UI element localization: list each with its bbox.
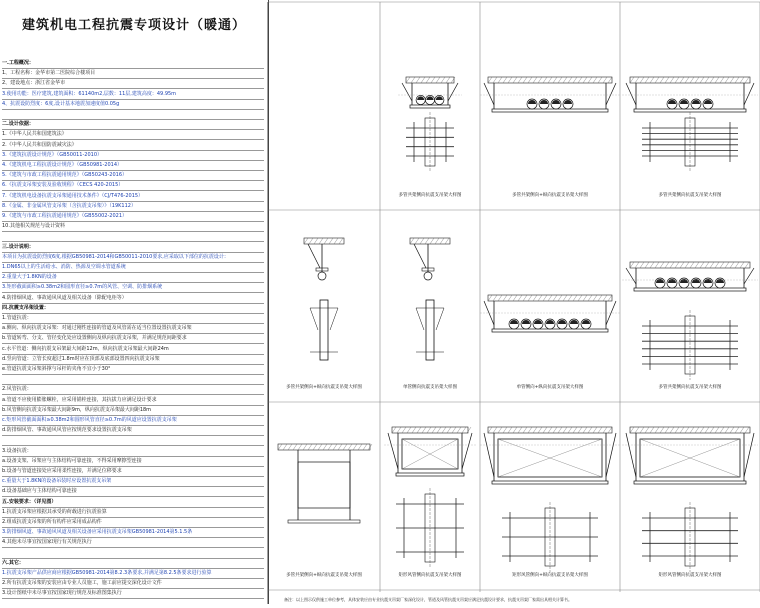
note-line: 2.组成抗震支吊架的所有构件应采用成品构件 [2,517,264,528]
note-line: 1、工程名称：金华市第二医院综合楼项目 [2,68,264,79]
note-line: 1.管道抗震： [2,313,264,324]
note-line: 2、建设地点：浙江省金华市 [2,78,264,89]
detail-caption: 多管共架侧向抗震支吊架大样图 [658,385,722,390]
note-line: 2.风管抗震： [2,384,264,395]
note-line: 7.《建筑机电设备抗震支吊架通用技术条件》（CJ/T476-2015） [2,191,264,202]
note-line: 4、抗震设防烈度：6度,设计基本地震加速度值0.05g [2,99,264,110]
note-line: c.水平管道：侧向抗震支吊架最大间距12m，纵向抗震支吊架最大间距24m [2,344,264,355]
note-line: a.设备支架、吊架应与主体结构可靠连接，不得采用摩擦型连接 [2,456,264,467]
detail-caption: 多管共架侧向+纵向抗震支吊架大样图 [286,573,362,578]
page-title: 建筑机电工程抗震专项设计（暖通） [21,18,246,33]
detail-drawing [268,402,380,590]
note-line: 3.矩形截面面积≥0.38m2和圆形直径≥0.7m的风管、空调、防排烟系统 [2,282,264,293]
note-line: 8.《金属、非金属风管支吊架（含抗震支吊架）》（19K112） [2,201,264,212]
note-line: 4.防排烟风道、事故通风风道及相关设备（除配电柜等） [2,293,264,304]
note-line: 1.抗震支吊架应根据其承受的荷载进行抗震验算 [2,507,264,518]
note-line: 2.重量大于1.8KN的设备 [2,272,264,283]
note-line: 1.DN65以上的生活给水、消防、热源及空调水管道系统 [2,262,264,273]
detail-drawing [268,2,380,210]
detail-caption: 单管侧向抗震支吊架大样图 [403,385,457,390]
note-line: a.管道不应使用膨胀螺栓，应采用锚栓连接，其抗拔力应满足设计要求 [2,395,264,406]
detail-drawing [620,210,760,402]
note-line: b.设备与管道连接处应采用柔性连接，并满足位移要求 [2,466,264,477]
note-line: e.管道抗震支吊架斜撑与吊杆的夹角不宜小于30° [2,364,264,375]
detail-caption: 矩形风管侧向+纵向抗震支吊架大样图 [512,573,588,578]
note-line: a.侧向、纵向抗震支吊架：对通过刚性连接的管道及风管需在适当位置设置抗震支吊架 [2,323,264,334]
note-line: 本项目为抗震设防烈度6度,根据GB50981-2014和GB50011-2010要求,应采取以下部位的抗震设计： [2,252,264,263]
note-line: 3.《建筑抗震设计规范》（GB50011-2010） [2,150,264,161]
detail-drawing [268,210,380,402]
note-line: 10.其他相关规范与设计资料 [2,221,264,232]
note-line: 5.《建筑与市政工程抗震通用规范》（GB50243-2016） [2,170,264,181]
detail-caption: 多管共架侧向抗震支吊架大样图 [398,193,462,198]
note-line: 1.《中华人民共和国建筑法》 [2,129,264,140]
note-line: 3.设计图纸中未尽事宜按国家现行规范及标准图集执行 [2,588,264,599]
detail-drawing [380,2,480,210]
note-line: d.竖向管道：立管长度超过1.8m时应在顶部及底部设置四向抗震支吊架 [2,354,264,365]
note-line: d.防排烟风管、事故通风风管应按规范要求设置抗震支吊架 [2,425,264,436]
note-line: 二.设计依据： [2,119,264,130]
note-line: 2.所有抗震支吊架的安装应由专业人员施工，施工前应提交深化设计文件 [2,578,264,589]
note-line: d.设备基础应与主体结构可靠连接 [2,486,264,497]
detail-drawing [380,402,480,590]
note-line: 3.防排烟风道、事故通风风道及相关设备应采用抗震支吊架GB50981-2014第5.1.5条 [2,527,264,538]
note-line: b.风管侧向抗震支吊架最大间距9m，纵向抗震支吊架最大间距18m [2,405,264,416]
detail-caption: 单管侧向+纵向抗震支吊架大样图 [516,385,584,390]
note-line: 2.《中华人民共和国防震减灾法》 [2,140,264,151]
note-line: 一.工程概况： [2,58,264,69]
detail-drawing [380,210,480,402]
note-line: c.矩形风管截面面积≥0.38m2和圆形风管直径≥0.7m的风道应设置抗震支吊架 [2,415,264,426]
note-line: 4.《建筑机电工程抗震设计规范》（GB50981-2014） [2,160,264,171]
note-line: 三.设计说明： [2,242,264,253]
note-line: b.管道转弯、分支、管径变化处应设置侧向及纵向抗震支吊架，并满足规范间距要求 [2,333,264,344]
note-line: 3.使用功能：医疗建筑,建筑面积：61140m2,层数：11层,建筑高度：49.95m [2,89,264,100]
note-line: 9.《建筑与市政工程抗震通用规范》（GB55002-2021） [2,211,264,222]
detail-drawing [620,402,760,590]
note-line: 五.安装要求：（详见图） [2,497,264,508]
note-line: 1.抗震支吊架产品供应商应根据GB50981-2014第8.2.3条要求,并满足第8.2.5条要求进行验算 [2,568,264,579]
note-line: 4.其他未尽事宜按国家现行有关规范执行 [2,537,264,548]
detail-caption: 多管共架侧向+纵向抗震支吊架大样图 [286,385,362,390]
detail-drawing [480,402,620,590]
detail-drawing [480,210,620,402]
note-line: 6.《抗震支吊架安装及验收规程》（CECS 420-2015） [2,180,264,191]
footnote: 备注：以上图示仅供施工单位参考，具体安装应由专业抗震支吊架厂家深化设计，管道及风管抗震支吊架应满足抗震设计要求，抗震支吊架厂家需出具相关计算书。 [284,597,572,602]
note-line: 3.设备抗震： [2,446,264,457]
detail-caption: 矩形风管侧向抗震支吊架大样图 [398,573,462,578]
note-line: 四.抗震支吊架设置： [2,303,264,314]
detail-drawing [620,2,760,210]
note-line: 六.其它： [2,558,264,569]
detail-caption: 矩形风管侧向抗震支吊架大样图 [658,573,722,578]
detail-drawing [480,2,620,210]
detail-caption: 多管共架侧向+纵向抗震支吊架大样图 [512,193,588,198]
detail-caption: 多管共架侧向抗震支吊架大样图 [658,193,722,198]
note-line: c.重量大于1.8KN的设备吊装时应设置抗震支吊架 [2,476,264,487]
